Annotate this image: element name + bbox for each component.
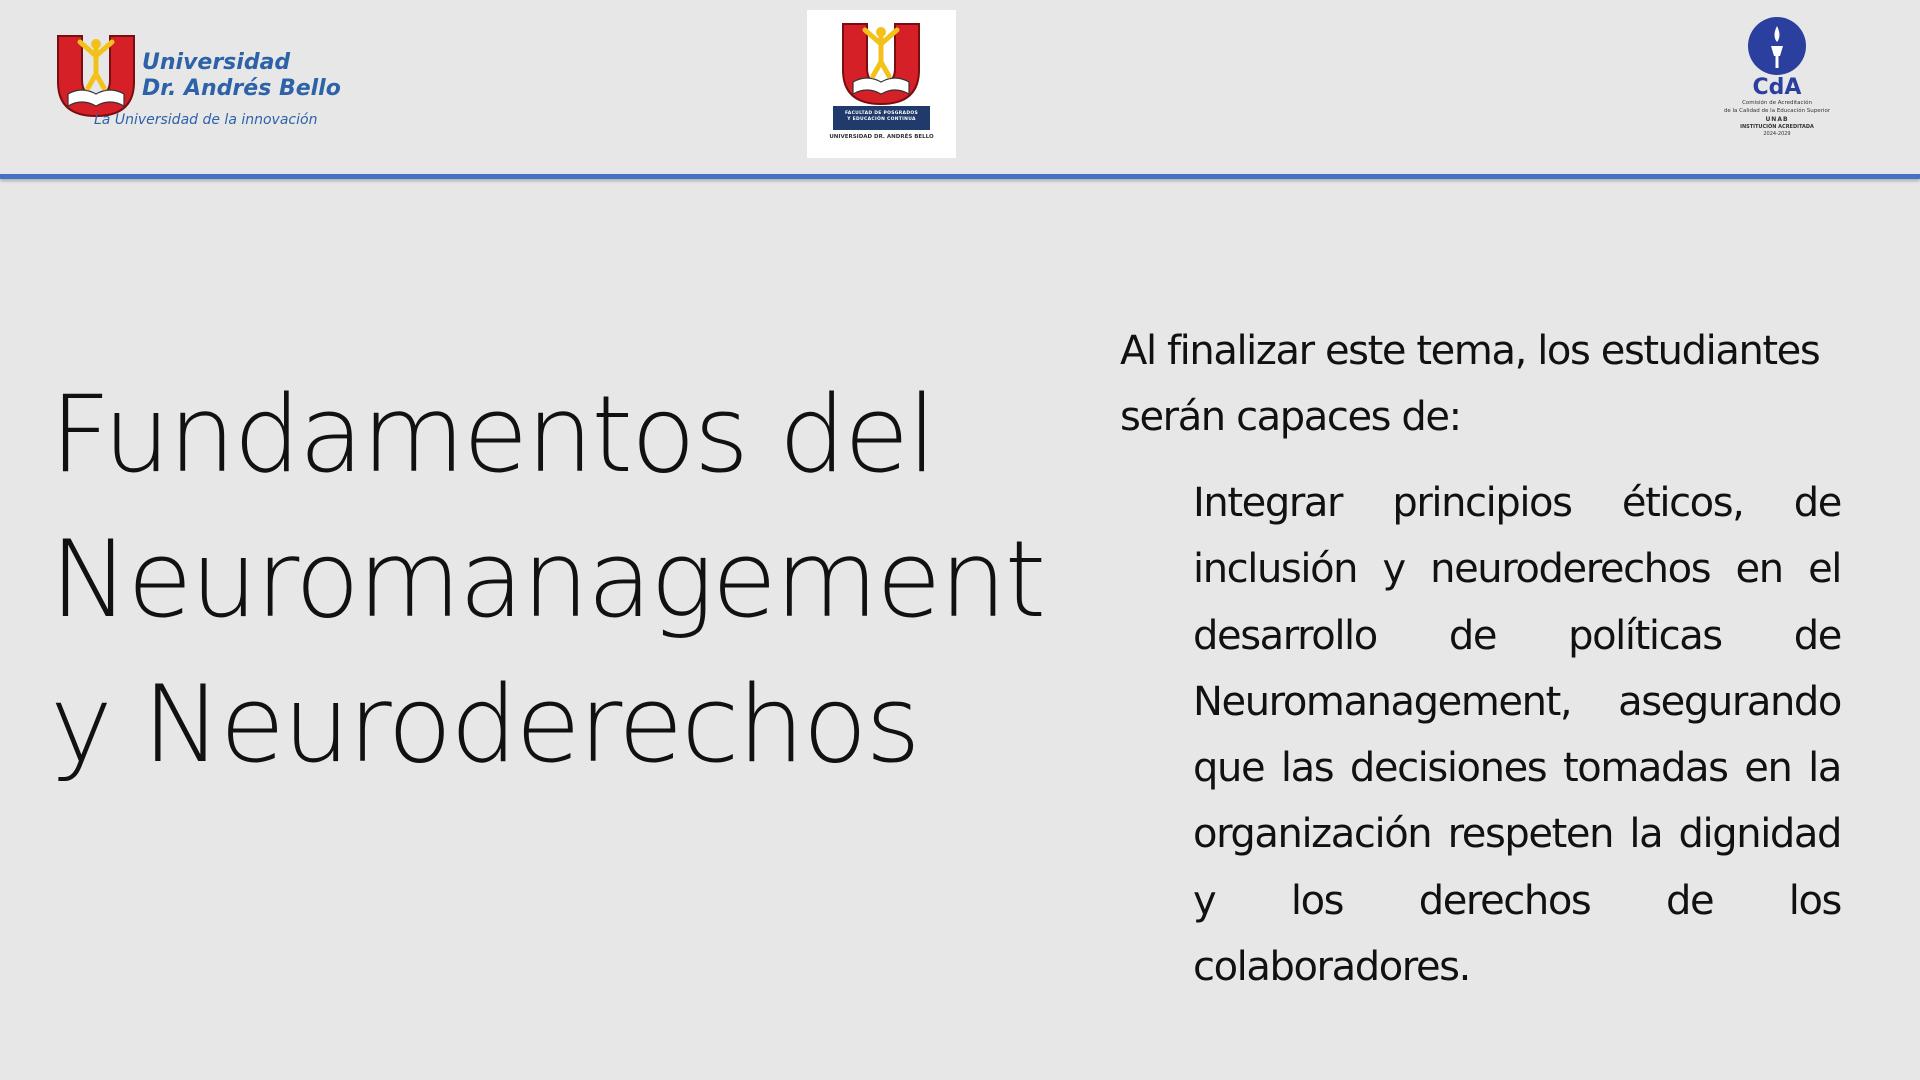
header-divider (0, 174, 1920, 179)
logo-name-line2: Dr. Andrés Bello (142, 76, 341, 101)
logo-name-line1: Universidad (142, 50, 291, 75)
faculty-logo (807, 10, 956, 158)
title-line2: Neuromanagement (50, 518, 1045, 641)
accreditation-logo (1712, 16, 1842, 144)
faculty-band-line1: FACULTAD DE POSGRADOS (844, 111, 919, 116)
accreditation-acronym: CdA (1752, 75, 1802, 98)
slide-title (50, 362, 1050, 797)
accreditation-line4: INSTITUCIÓN ACREDITADA (1740, 124, 1814, 130)
learning-objective: Integrar principios éticos, de inclusión y neuroderechos en el desarrollo de políticas de Neuromanagement, asegurando que las decisiones tomadas en la organización respeten la dignidad y los derechos de los colaboradores. (1193, 480, 1841, 991)
accreditation-line1: Comisión de Acreditación (1742, 100, 1812, 106)
faculty-emblem-icon (839, 18, 923, 106)
university-emblem-icon (54, 30, 138, 118)
university-logo (54, 26, 354, 136)
accreditation-line2: de la Calidad de la Educación Superior (1723, 108, 1831, 114)
accreditation-line3: UNAB (1765, 116, 1789, 123)
title-line3: y Neuroderechos (50, 663, 919, 786)
logo-tagline: La Universidad de la innovación (94, 112, 318, 128)
accreditation-line5: 2024-2029 (1763, 131, 1791, 137)
faculty-band-line2: Y EDUCACIÓN CONTINUA (847, 117, 916, 122)
learning-intro: Al finalizar este tema, los estudiantes serán capaces de: (1120, 328, 1820, 440)
accreditation-torch-icon (1744, 16, 1810, 98)
faculty-subtitle: UNIVERSIDAD DR. ANDRÉS BELLO (829, 134, 934, 140)
title-line1: Fundamentos del (50, 373, 935, 496)
faculty-band (833, 106, 930, 130)
